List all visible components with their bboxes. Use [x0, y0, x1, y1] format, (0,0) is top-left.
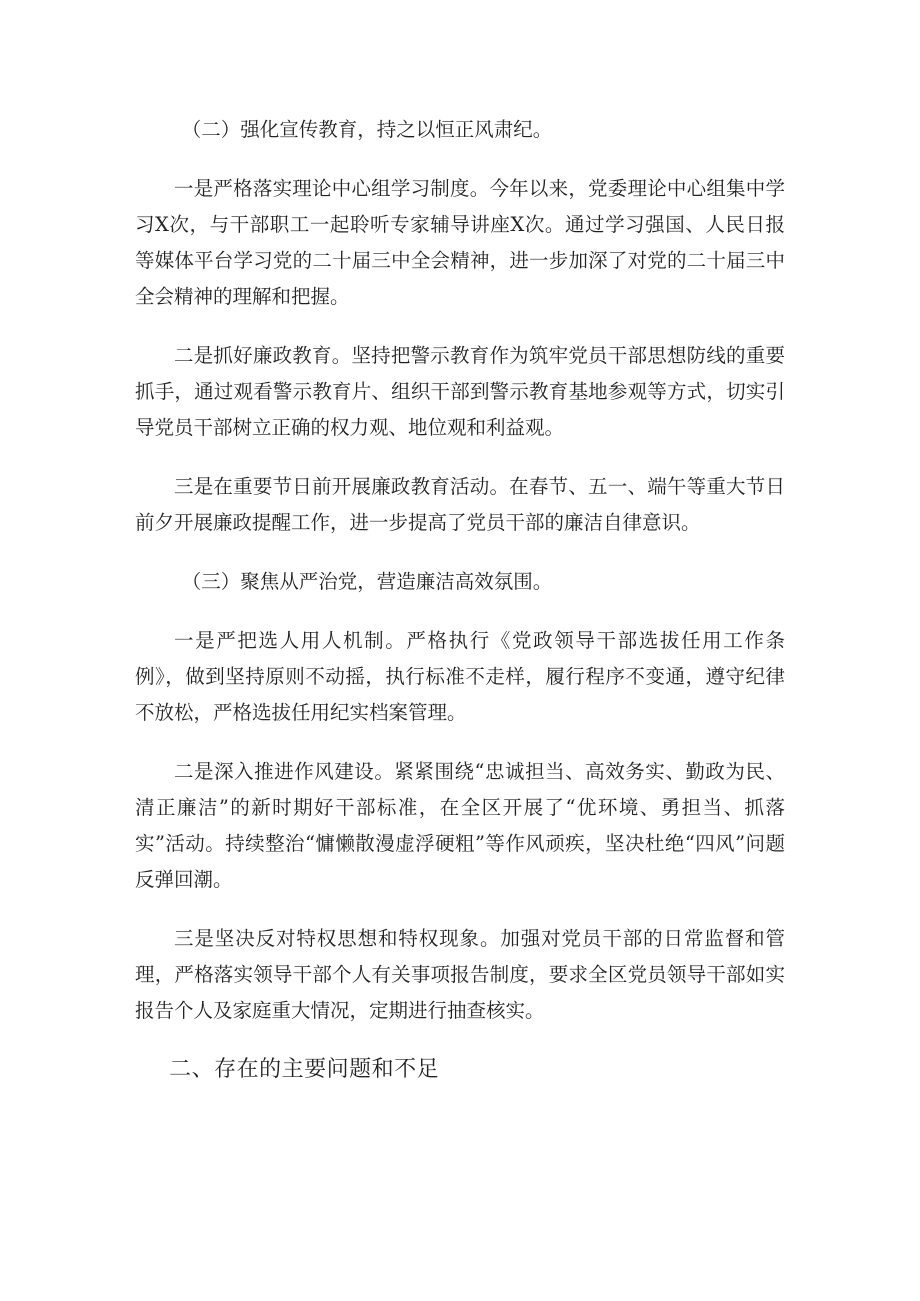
paragraph-personnel-selection: 一是严把选人用人机制。严格执行《党政领导干部选拔任用工作条例》，做到坚持原则不动摇，执行标准不走样，履行程序不变通，遵守纪律不放松，严格选拔任用纪实档案管理。	[135, 629, 785, 724]
section-subheading-3: （三）聚焦从严治党，营造廉洁高效氛围。	[181, 570, 553, 593]
document-body	[135, 112, 785, 1088]
paragraph-anti-privilege: 三是坚决反对特权思想和特权现象。加强对党员干部的日常监督和管理，严格落实领导干部个人有关事项报告制度，要求全区党员领导干部如实报告个人及家庭重大情况，定期进行抽查核实。	[135, 927, 785, 1022]
paragraph-integrity-education: 二是抓好廉政教育。坚持把警示教育作为筑牢党员干部思想防线的重要抓手，通过观看警示教育片、组织干部到警示教育基地参观等方式，切实引导党员干部树立正确的权力观、地位观和利益观。	[135, 344, 785, 439]
section-heading-problems: 二、存在的主要问题和不足	[169, 1057, 440, 1082]
paragraph-theory-study: 一是严格落实理论中心组学习制度。今年以来，党委理论中心组集中学习X次，与干部职工一起聆听专家辅导讲座X次。通过学习强国、人民日报等媒体平台学习党的二十届三中全会精神，进一步加深了对党的二十届三中全会精神的理解和把握。	[135, 177, 785, 308]
paragraph-holiday-activities: 三是在重要节日前开展廉政教育活动。在春节、五一、端午等重大节日前夕开展廉政提醒工作，进一步提高了党员干部的廉洁自律意识。	[135, 475, 785, 534]
paragraph-work-style: 二是深入推进作风建设。紧紧围绕“忠诚担当、高效务实、勤政为民、清正廉洁”的新时期好干部标准，在全区开展了“优环境、勇担当、抓落实”活动。持续整治“慵懒散漫虚浮硬粗”等作风顽疾，坚决杜绝“四风”问题反弹回潮。	[135, 760, 785, 891]
section-subheading-2: （二）强化宣传教育，持之以恒正风肃纪。	[181, 118, 553, 141]
